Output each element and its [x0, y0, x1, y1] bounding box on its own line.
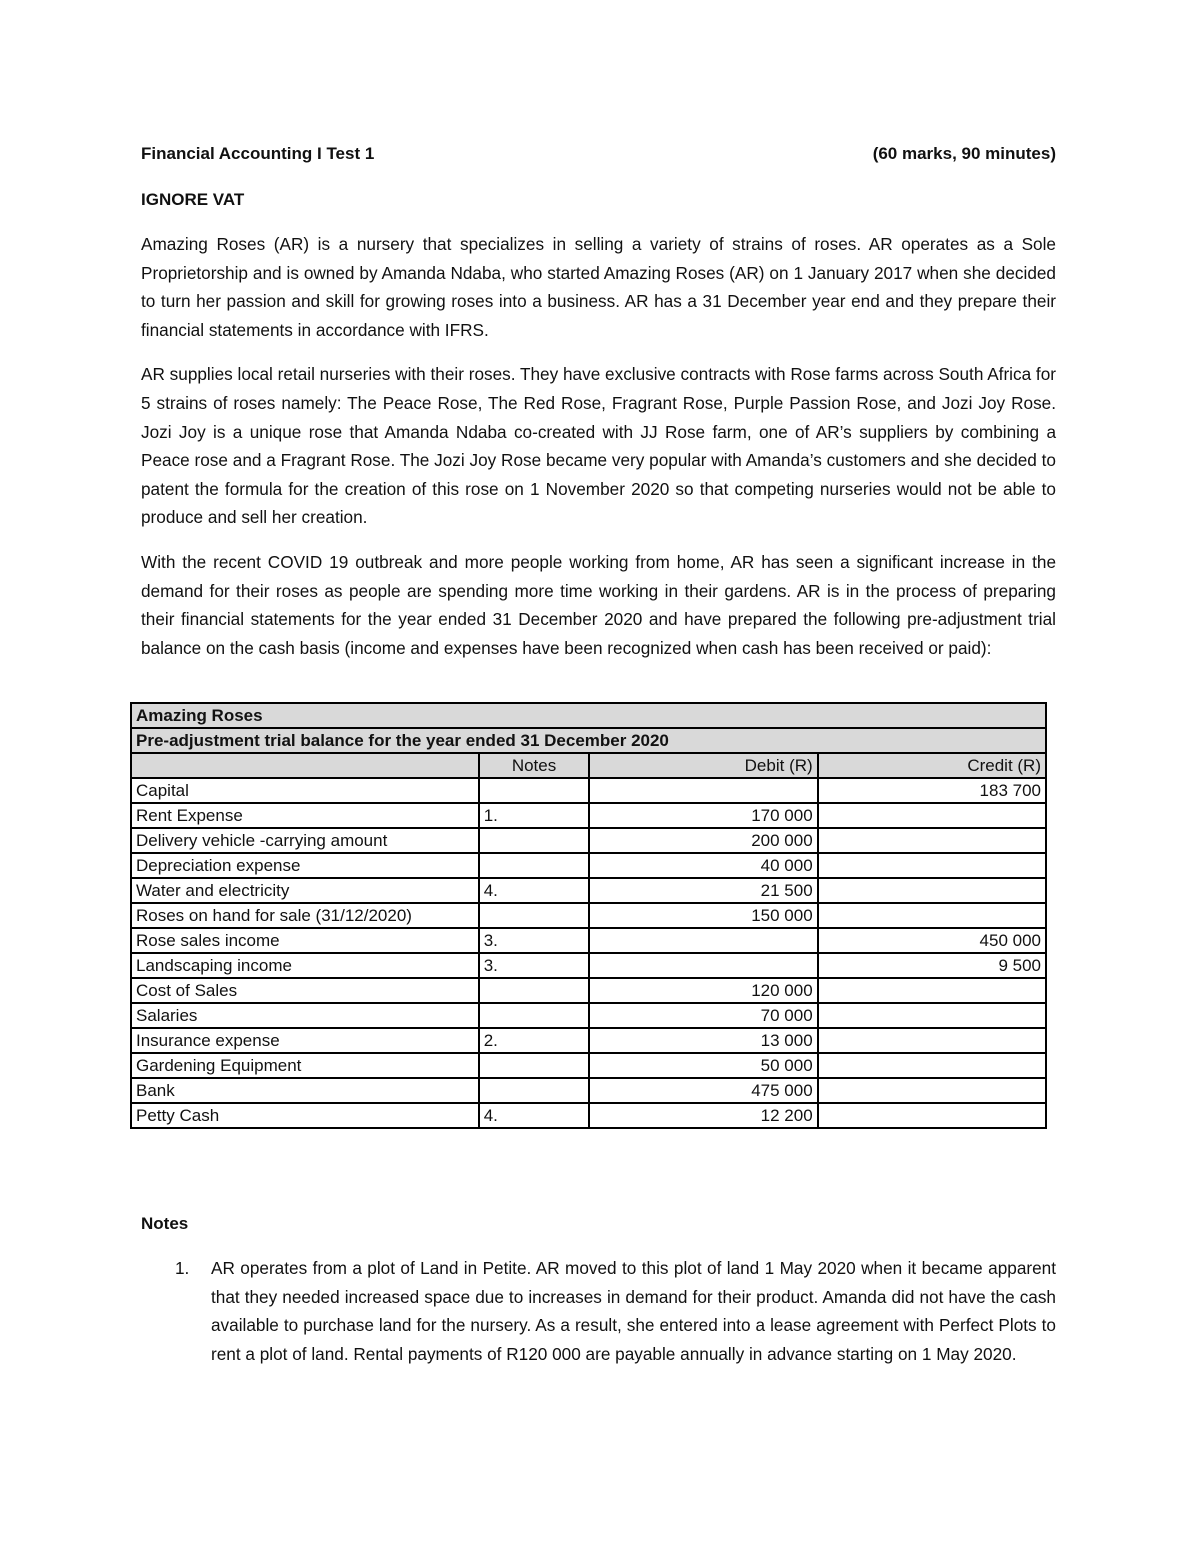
debit-cell	[589, 953, 817, 978]
note-cell: 3.	[479, 928, 590, 953]
document-page	[136, 140, 1056, 1364]
trial-balance-table	[130, 702, 1047, 1129]
note-cell	[479, 778, 590, 803]
list-item	[141, 1254, 1056, 1368]
table-row	[131, 953, 1046, 978]
debit-cell: 120 000	[589, 978, 817, 1003]
credit-cell: 183 700	[818, 778, 1046, 803]
table-row	[131, 978, 1046, 1003]
table-subtitle: Pre-adjustment trial balance for the year ended 31 December 2020	[131, 728, 1046, 753]
table-row	[131, 803, 1046, 828]
notes-list	[141, 1254, 1056, 1368]
suppliers-paragraph: AR supplies local retail nurseries with their roses. They have exclusive contracts with Rose farms across South Africa for 5 strains of roses namely: The Peace Rose, The Red Rose, Fragrant Rose, Purple Passion Rose, and Jozi Joy Rose. Jozi Joy is a unique rose that Amanda Ndaba co-created with JJ Rose farm, one of AR’s suppliers by combining a Peace rose and a Fragrant Rose. The Jozi Joy Rose became very popular with Amanda’s customers and she decided to patent the formula for the creation of this rose on 1 November 2020 so that competing nurseries would not be able to produce and sell her creation.	[141, 364, 1056, 528]
note-cell	[479, 828, 590, 853]
ignore-vat-instruction: IGNORE VAT	[141, 190, 245, 209]
note-cell	[479, 1003, 590, 1028]
account-cell: Insurance expense	[131, 1028, 479, 1053]
account-cell: Petty Cash	[131, 1103, 479, 1128]
covid-paragraph: With the recent COVID 19 outbreak and more people working from home, AR has seen a significant increase in the demand for their roses as people are spending more time working in their gardens. AR is in the process of preparing their financial statements for the year ended 31 December 2020 and have prepared the following pre-adjustment trial balance on the cash basis (income and expenses have been recognized when cash has been received or paid):	[141, 551, 1056, 658]
table-row	[131, 1103, 1046, 1128]
table-company-name: Amazing Roses	[131, 703, 1046, 728]
note-cell: 1.	[479, 803, 590, 828]
note-text: AR operates from a plot of Land in Petite. AR moved to this plot of land 1 May 2020 when it became apparent that they needed increased space due to increases in demand for their product. Amanda did not have the cash available to purchase land for the nursery. As a result, she entered into a lease agreement with Perfect Plots to rent a plot of land. Rental payments of R120 000 are payable annually in advance starting on 1 May 2020.	[211, 1258, 1056, 1364]
credit-cell	[818, 803, 1046, 828]
table-row	[131, 903, 1046, 928]
table-row	[131, 928, 1046, 953]
header-notes: Notes	[479, 753, 590, 778]
table-row	[131, 1053, 1046, 1078]
credit-cell	[818, 878, 1046, 903]
credit-cell	[818, 1028, 1046, 1053]
credit-cell	[818, 1103, 1046, 1128]
account-cell: Landscaping income	[131, 953, 479, 978]
document-header	[141, 140, 1056, 168]
debit-cell	[589, 928, 817, 953]
credit-cell	[818, 1003, 1046, 1028]
account-cell: Salaries	[131, 1003, 479, 1028]
note-cell	[479, 903, 590, 928]
note-cell	[479, 978, 590, 1003]
notes-section	[141, 1210, 1056, 1368]
note-cell: 3.	[479, 953, 590, 978]
account-cell: Roses on hand for sale (31/12/2020)	[131, 903, 479, 928]
marks-duration: (60 marks, 90 minutes)	[872, 144, 1056, 163]
credit-cell	[818, 1078, 1046, 1103]
note-cell	[479, 853, 590, 878]
credit-cell	[818, 853, 1046, 878]
debit-cell: 475 000	[589, 1078, 817, 1103]
table-header-row	[131, 753, 1046, 778]
debit-cell: 12 200	[589, 1103, 817, 1128]
account-cell: Rose sales income	[131, 928, 479, 953]
table-row	[131, 1028, 1046, 1053]
debit-cell: 170 000	[589, 803, 817, 828]
table-company-row	[131, 703, 1046, 728]
note-number: 1.	[175, 1258, 190, 1278]
note-cell: 2.	[479, 1028, 590, 1053]
intro-paragraph: Amazing Roses (AR) is a nursery that specializes in selling a variety of strains of roses. AR operates as a Sole Proprietorship and is owned by Amanda Ndaba, who started Amazing Roses (AR) on 1 January 2017 when she decided to turn her passion and skill for growing roses into a business. AR has a 31 December year end and they prepare their financial statements in accordance with IFRS.	[141, 234, 1056, 340]
note-cell: 4.	[479, 1103, 590, 1128]
debit-cell: 21 500	[589, 878, 817, 903]
table-row	[131, 853, 1046, 878]
table-row	[131, 878, 1046, 903]
account-cell: Water and electricity	[131, 878, 479, 903]
table-row	[131, 1003, 1046, 1028]
table-row	[131, 828, 1046, 853]
debit-cell: 200 000	[589, 828, 817, 853]
note-cell	[479, 1078, 590, 1103]
notes-heading: Notes	[141, 1214, 189, 1233]
note-cell: 4.	[479, 878, 590, 903]
debit-cell: 50 000	[589, 1053, 817, 1078]
header-account	[131, 753, 479, 778]
note-cell	[479, 1053, 590, 1078]
account-cell: Gardening Equipment	[131, 1053, 479, 1078]
debit-cell	[589, 778, 817, 803]
header-debit: Debit (R)	[589, 753, 817, 778]
debit-cell: 40 000	[589, 853, 817, 878]
debit-cell: 70 000	[589, 1003, 817, 1028]
credit-cell	[818, 978, 1046, 1003]
credit-cell	[818, 903, 1046, 928]
debit-cell: 150 000	[589, 903, 817, 928]
credit-cell	[818, 1053, 1046, 1078]
debit-cell: 13 000	[589, 1028, 817, 1053]
account-cell: Rent Expense	[131, 803, 479, 828]
test-title: Financial Accounting I Test 1	[141, 144, 375, 163]
credit-cell: 450 000	[818, 928, 1046, 953]
credit-cell	[818, 828, 1046, 853]
account-cell: Depreciation expense	[131, 853, 479, 878]
header-credit: Credit (R)	[818, 753, 1046, 778]
credit-cell: 9 500	[818, 953, 1046, 978]
account-cell: Delivery vehicle -carrying amount	[131, 828, 479, 853]
table-row	[131, 1078, 1046, 1103]
account-cell: Bank	[131, 1078, 479, 1103]
table-subtitle-row	[131, 728, 1046, 753]
account-cell: Capital	[131, 778, 479, 803]
account-cell: Cost of Sales	[131, 978, 479, 1003]
table-row	[131, 778, 1046, 803]
